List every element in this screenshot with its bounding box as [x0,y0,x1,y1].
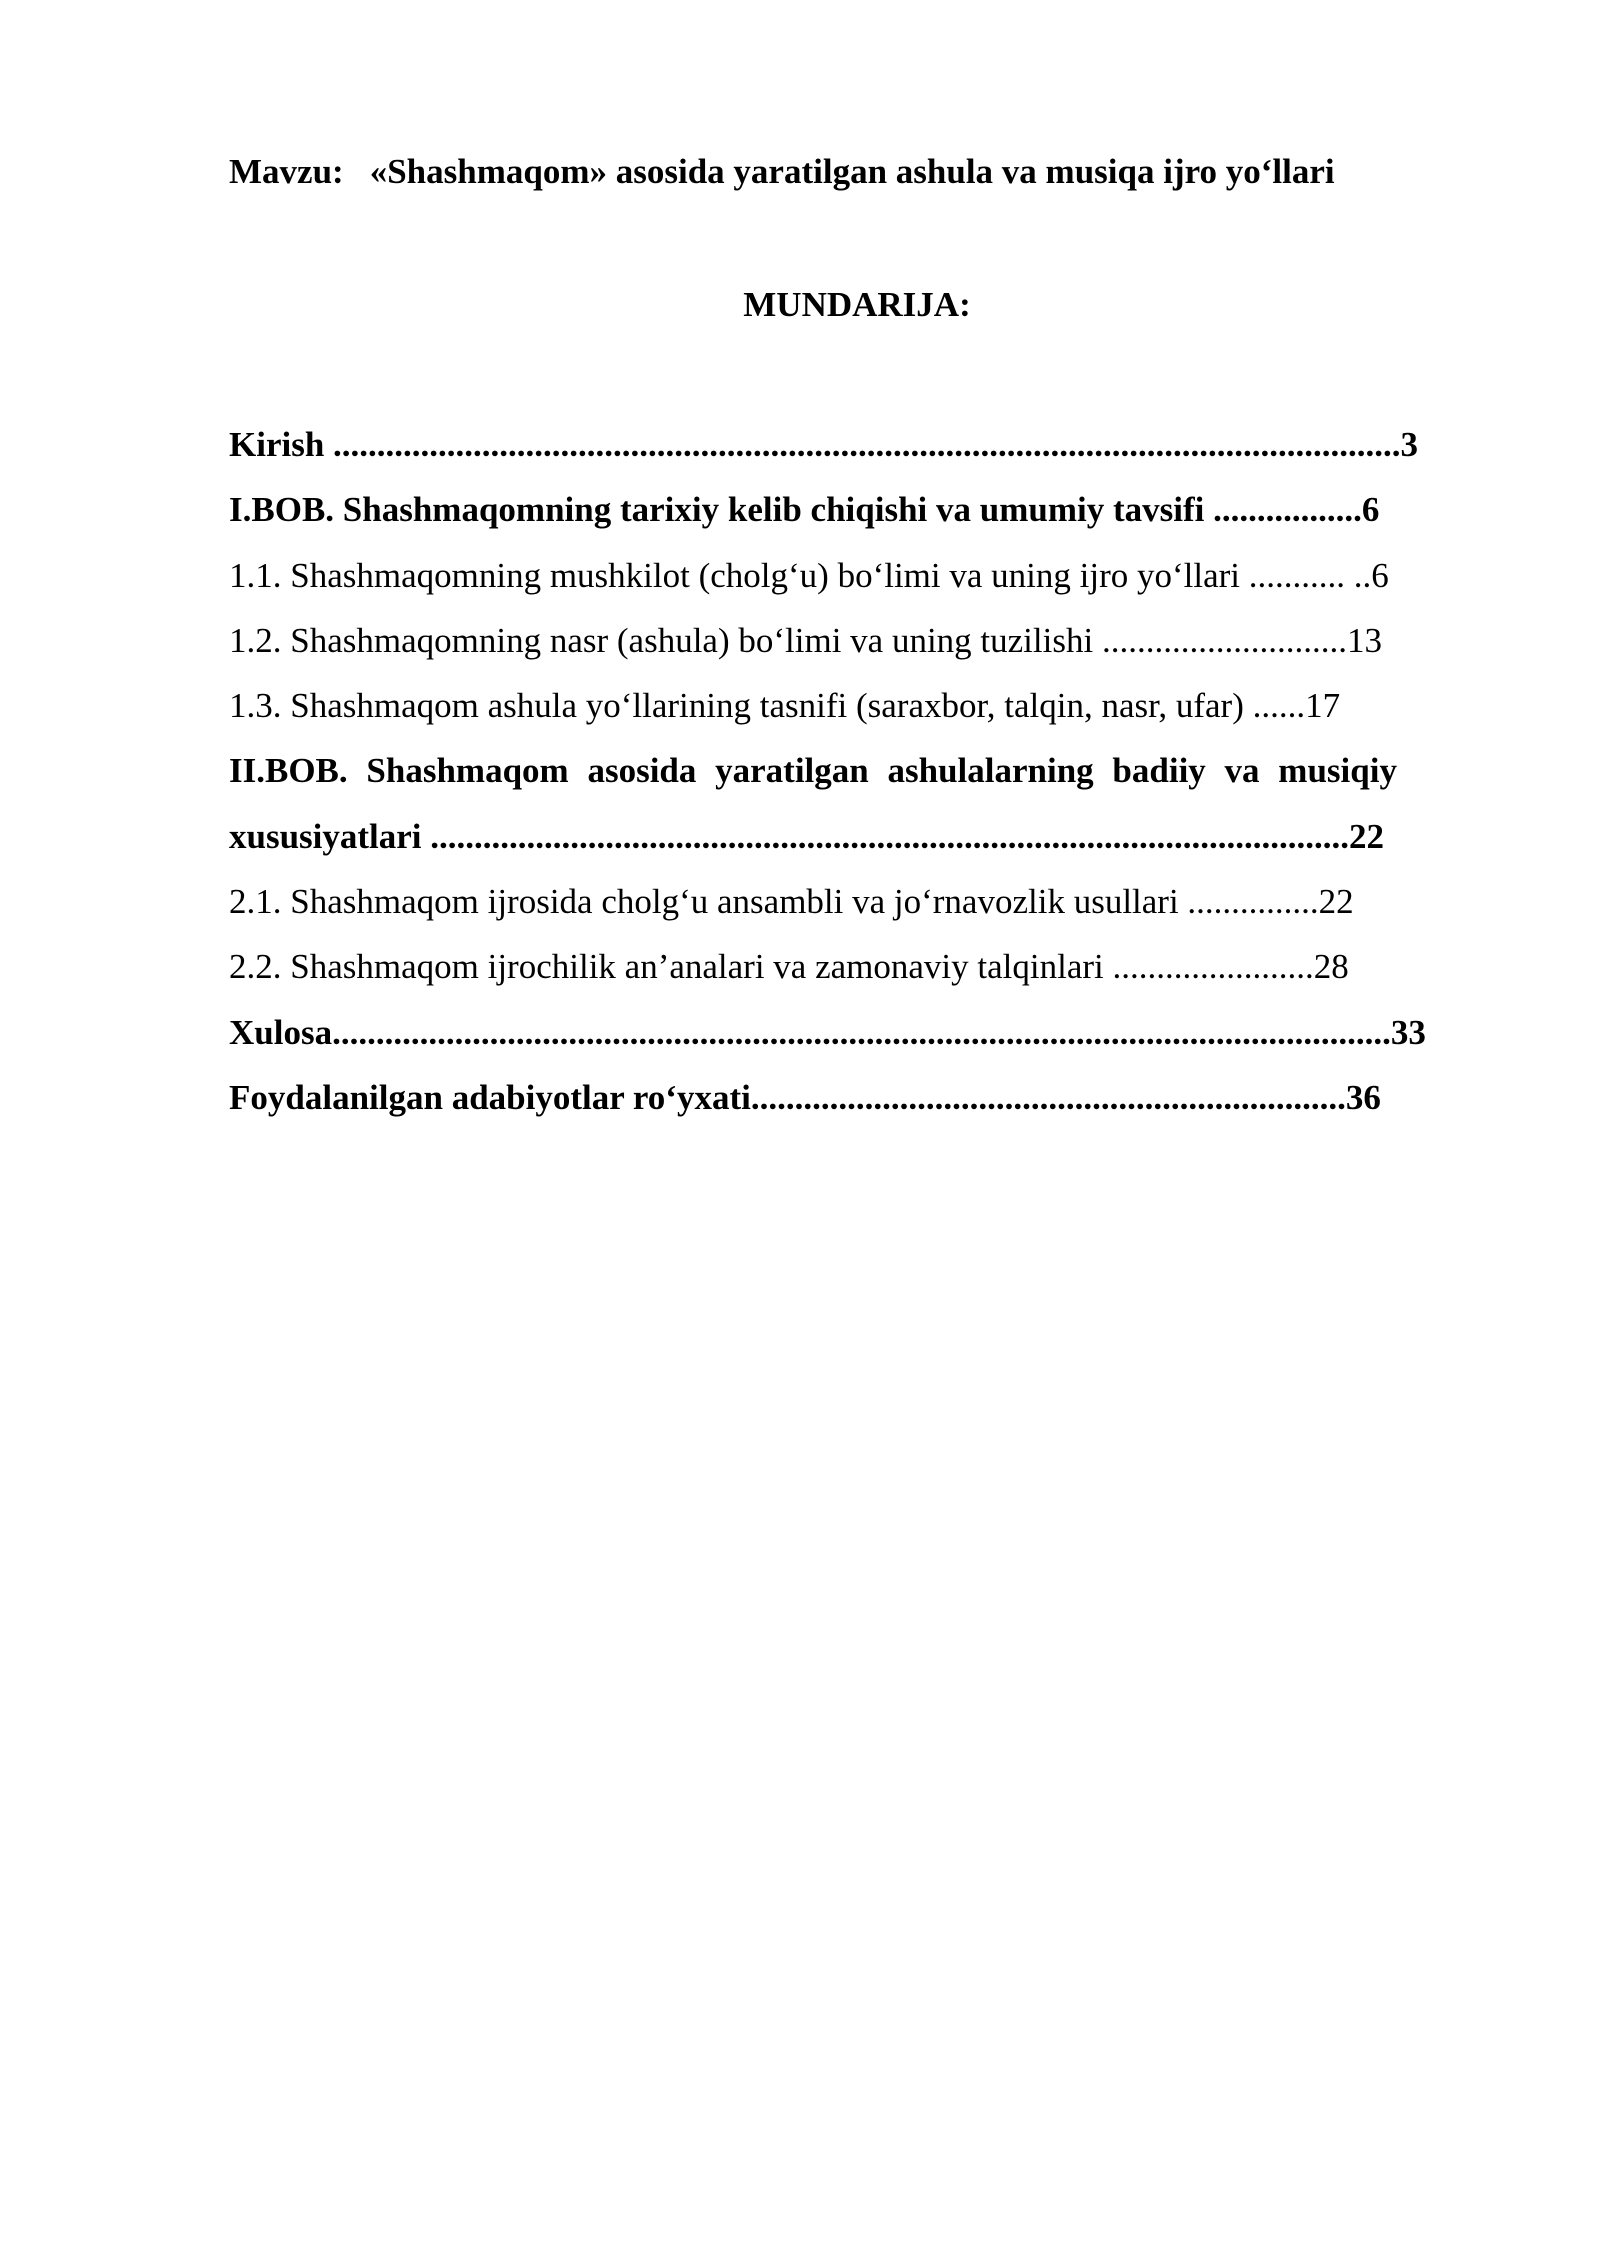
toc-entry-chapter-2-line-2: xususiyatlari .........................................................................................................22 [229,816,1385,856]
toc-entry-section-2-2: 2.2. Shashmaqom ijrochilik an’analari va zamonaviy talqinlari .......................28 [229,947,1349,987]
toc-entry-chapter-1: I.BOB. Shashmaqomning tarixiy kelib chiqishi va umumiy tavsifi .................6 [229,490,1380,530]
table-of-contents [229,412,1481,1130]
toc-entry-section-1-1: 1.1. Shashmaqomning mushkilot (cholg‘u) bo‘limi va uning ijro yo‘llari ........... ..6 [229,555,1389,595]
toc-entry-section-1-3: 1.3. Shashmaqom ashula yo‘llarining tasnifi (saraxbor, talqin, nasr, ufar) ......17 [229,686,1341,726]
toc-entry-section-1-2: 1.2. Shashmaqomning nasr (ashula) bo‘limi va uning tuzilishi ............................13 [229,620,1382,660]
toc-entry-bibliography: Foydalanilgan adabiyotlar ro‘yxati....................................................................36 [229,1077,1381,1117]
toc-entry-chapter-2-line-1: II.BOB. Shashmaqom asosida yaratilgan ashulalarning badiiy va musiqiy [229,751,1397,791]
subject-title: «Shashmaqom» asosida yaratilgan ashula va musiqa ijro yo‘llari [369,152,1335,191]
toc-heading: MUNDARIJA: [743,285,971,324]
toc-entry-introduction: Kirish ..........................................................................................................................3 [229,425,1419,464]
toc-entry-section-2-1: 2.1. Shashmaqom ijrosida cholg‘u ansambli va jo‘rnavozlik usullari ...............22 [229,882,1354,922]
subject-label: Mavzu: [229,152,344,191]
subject-line [229,152,1479,192]
toc-entry-conclusion: Xulosa.........................................................................................................................33 [229,1012,1426,1052]
